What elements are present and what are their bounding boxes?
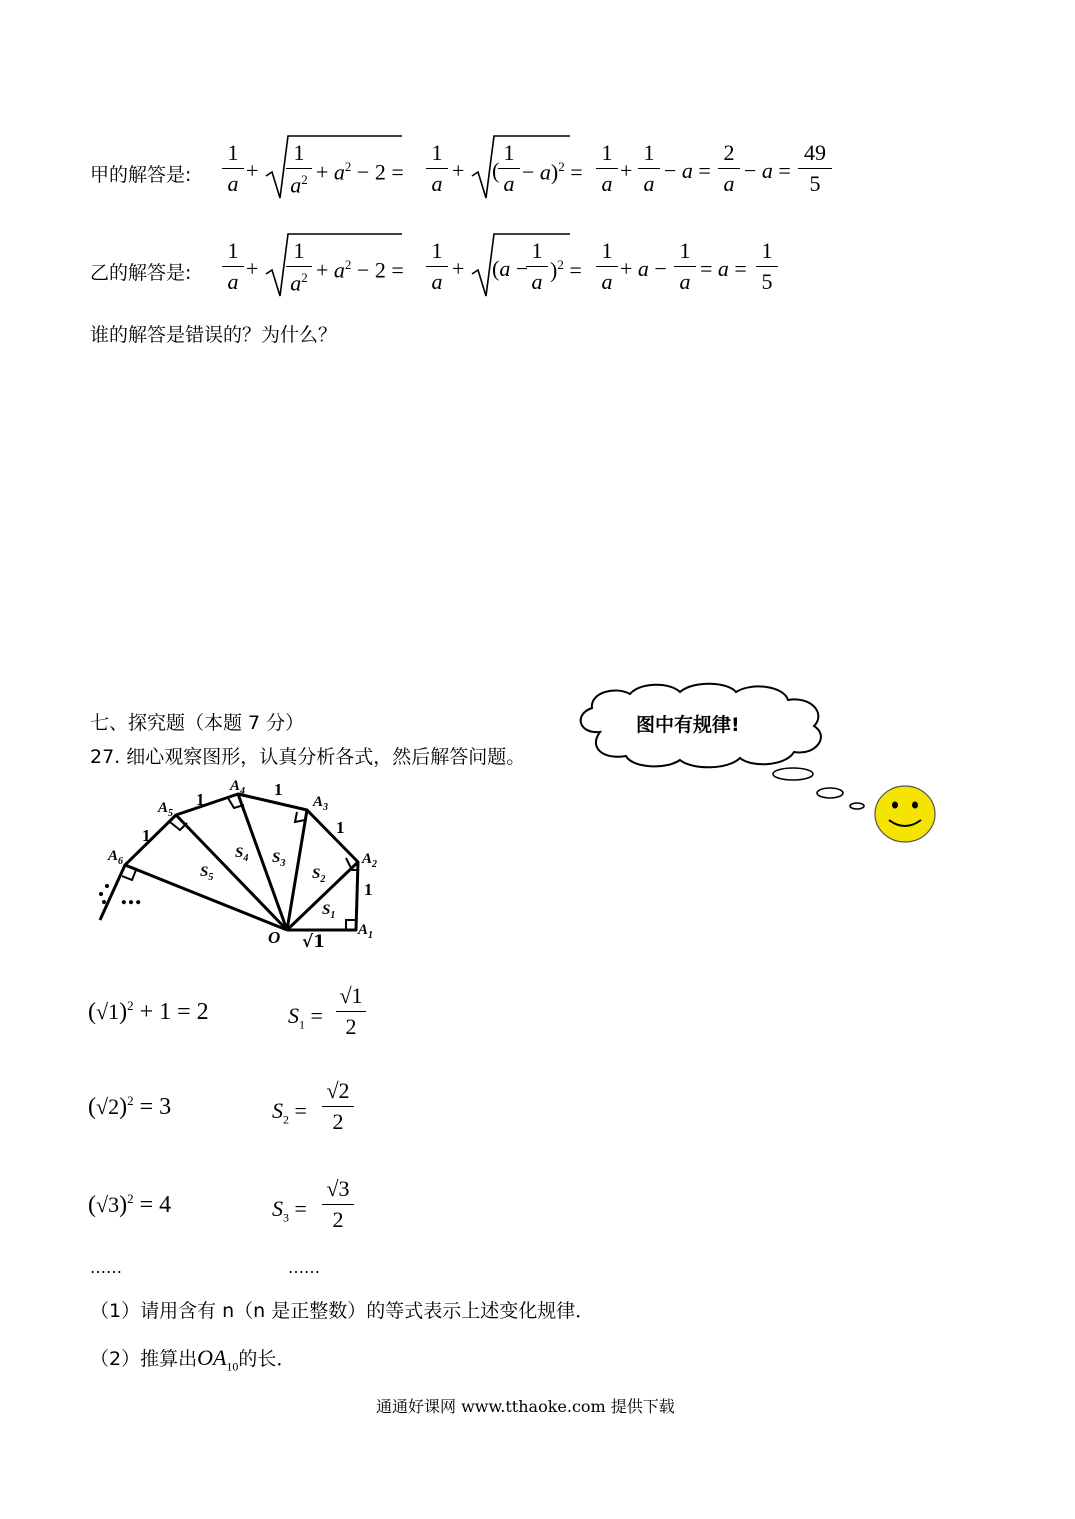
formula-row-3: $(√3)^2 = 4$ $S_3$ = √3 2 [88,1178,388,1248]
footer: 通通好课网 www.tthaoke.com 提供下载 [376,1397,675,1416]
jia-equation: 1 a + 1 $a^2$ + $a^2 - 2$ = 1 a + ( 1 a − a)$^2$ = 1 a + 1 a − a = 2 a − a = 49 5 [220,132,840,212]
jia-label: 甲的解答是: [90,164,192,186]
label-sqrt1: √1 [302,932,326,952]
label-A3: $A_3$ [313,794,329,813]
formula-row-2: $(√2)^2 = 3$ $S_2$ = √2 2 [88,1080,388,1150]
label-one-A5A6: 1 [142,826,151,845]
label-S4: $S_4$ [235,845,249,864]
label-A5: $A_5$ [158,800,174,819]
label-dots: … [120,884,142,910]
ellipsis-right: …… [288,1258,320,1277]
label-S3: $S_3$ [272,850,286,869]
yi-label: 乙的解答是: [90,262,192,284]
ray-OA5 [176,815,287,930]
formula-1-left: $(√1)^2 + 1 = 2$ [88,998,209,1025]
yi-equation: 1 a + 1 $a^2$ + $a^2 - 2$ = 1 a + (a − 1 a )$^2$ = 1 a + a − 1 a = a = 1 5 [220,230,800,310]
label-O: O [268,928,281,947]
formula-2-left: $(√2)^2 = 3$ [88,1093,172,1120]
right-angle-A3 [295,812,305,822]
ellipsis-left: …… [90,1258,122,1277]
label-one-A1A2: 1 [364,880,373,899]
problem-intro: 27. 细心观察图形，认真分析各式，然后解答问题。 [90,746,526,768]
cloud-text: 图中有规律! [636,714,740,736]
question-2-prefix: （2）推算出 [90,1348,198,1370]
question-2 [90,1344,295,1372]
label-S1: $S_1$ [322,902,336,921]
question-line: 谁的解答是错误的？为什么？ [90,324,338,346]
formula-row-1: $(√1)^2 + 1 = 2$ $S_1$ = √1 2 [88,985,388,1055]
formula-3-left: $(√3)^2 = 4$ [88,1191,172,1218]
smiley-face-icon [873,784,937,844]
label-A6: $A_6$ [108,848,124,867]
label-A4: $A_4$ [230,778,246,797]
label-S5: $S_5$ [200,864,214,883]
thought-bubbles [768,762,878,816]
right-angle-A6 [122,870,136,880]
question-2-suffix: 的长． [238,1348,296,1370]
question-1: （1）请用含有 n（n 是正整数）的等式表示上述变化规律． [90,1300,595,1322]
label-one-A2A3: 1 [336,818,345,837]
label-S2: $S_2$ [312,866,326,885]
label-A2: $A_2$ [362,851,378,870]
section-title: 七、探究题（本题 7 分） [90,712,305,734]
question-2-math: $OA_{10}$ [197,1345,239,1374]
label-one-A4A5: 1 [196,790,205,809]
spiral-figure [85,775,395,955]
label-one-A3A4: 1 [274,780,283,799]
label-A1: $A_1$ [358,922,374,941]
